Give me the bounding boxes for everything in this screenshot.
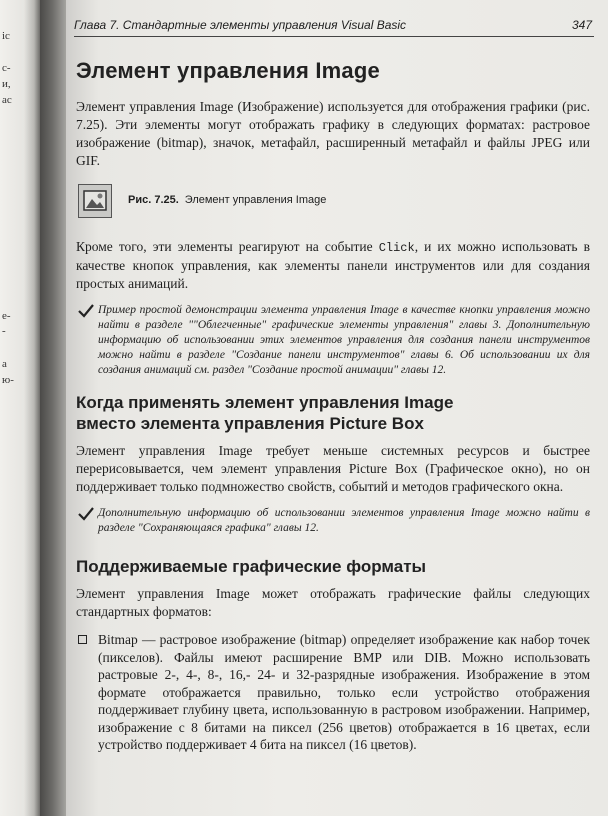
figure-caption xyxy=(128,194,326,206)
events-paragraph xyxy=(76,238,590,293)
book-page xyxy=(66,0,608,816)
checkmark-icon xyxy=(78,304,94,318)
list-item xyxy=(76,631,590,754)
chapter-title: Глава 7. Стандартные элементы управления Visual Basic xyxy=(74,18,407,32)
heading-line: вместо элемента управления Picture Box xyxy=(76,414,424,433)
adjacent-page-edge xyxy=(0,0,40,816)
intro-paragraph: Элемент управления Image (Изображение) используется для отображения графики (рис. 7.25). Эти элементы могут отображать графику в следующих форматах: растровое изображение (bitmap), значок, метафайл, расширенный метафайл и файлы JPEG или GIF. xyxy=(76,99,590,168)
adjacent-page-fragment: и, xyxy=(2,78,11,90)
note-block xyxy=(76,303,590,378)
figure-caption-text: Элемент управления Image xyxy=(184,194,327,206)
section-heading-when-to-use xyxy=(76,392,590,434)
section-heading-formats: Поддерживаемые графические форматы xyxy=(76,557,427,576)
page-content xyxy=(76,48,590,754)
adjacent-page-fragment: ас xyxy=(2,94,12,106)
heading-line: Когда применять элемент управления Image xyxy=(76,393,454,412)
events-text-before: Кроме того, эти элементы реагируют на событие xyxy=(76,239,373,254)
adjacent-page-fragment: - xyxy=(2,325,6,337)
adjacent-page-fragment: ic xyxy=(2,30,10,42)
adjacent-page-fragment: с- xyxy=(2,62,11,74)
running-header xyxy=(74,16,594,37)
note-text: Пример простой демонстрации элемента управления Image в качестве кнопки управления можно найти в разделе ""Облегченные" графические элементы управления" главы 3. Дополнительную информацию об использовании этих элементов управления для создания панели инструментов можно найти в разделе "Создание панели инструментов" главы 6. Об использовании их для создания анимаций см. раздел "Создание простой анимации" главы 12. xyxy=(98,304,590,376)
click-event-name: Click xyxy=(378,241,415,255)
bitmap-description: Bitmap — растровое изображение (bitmap) определяет изображение как набор точек (пикселов). Файлы имеют расширение BMP или DIB. Можно использовать растровые 2-, 4-, 8-, 16,- 24- и 32-разрядные изображения. Изображение в этом формате отображается правильно, только если устройство отображения поддерживает глубину цвета, использованную в растровом изображении. Например, изображение с 8 битами на пиксел (256 цветов) отображается в 16 цветах, если устройство поддерживает 4 бита на пиксел (16 цветов). xyxy=(98,632,590,752)
figure-label: Рис. 7.25. xyxy=(128,194,179,206)
note-text: Дополнительную информацию об использовании элементов управления Image можно найти в разделе "Сохраняющаяся графика" главы 12. xyxy=(98,507,590,534)
page-number: 347 xyxy=(571,18,592,32)
events-text-after: , и их можно использовать в качестве кнопок управления, как элементы панели инструментов или для создания простых анимаций. xyxy=(76,239,591,291)
comparison-paragraph: Элемент управления Image требует меньше системных ресурсов и быстрее перерисовывается, чем элемент управления Picture Box (Графическое окно), но он поддерживает только подмножество свойств, событий и методов графического окна. xyxy=(76,443,590,494)
note-block xyxy=(76,506,590,536)
image-control-icon xyxy=(78,184,112,218)
adjacent-page-fragment: е- xyxy=(2,310,11,322)
square-bullet-icon xyxy=(78,635,87,644)
section-heading-image-control: Элемент управления Image xyxy=(76,58,380,83)
formats-paragraph: Элемент управления Image может отображать графические файлы следующих стандартных форматов: xyxy=(76,586,590,619)
adjacent-page-fragment: а xyxy=(2,358,7,370)
checkmark-icon xyxy=(78,507,94,521)
figure-7-25 xyxy=(76,184,590,226)
adjacent-page-fragment: ю- xyxy=(2,374,14,386)
